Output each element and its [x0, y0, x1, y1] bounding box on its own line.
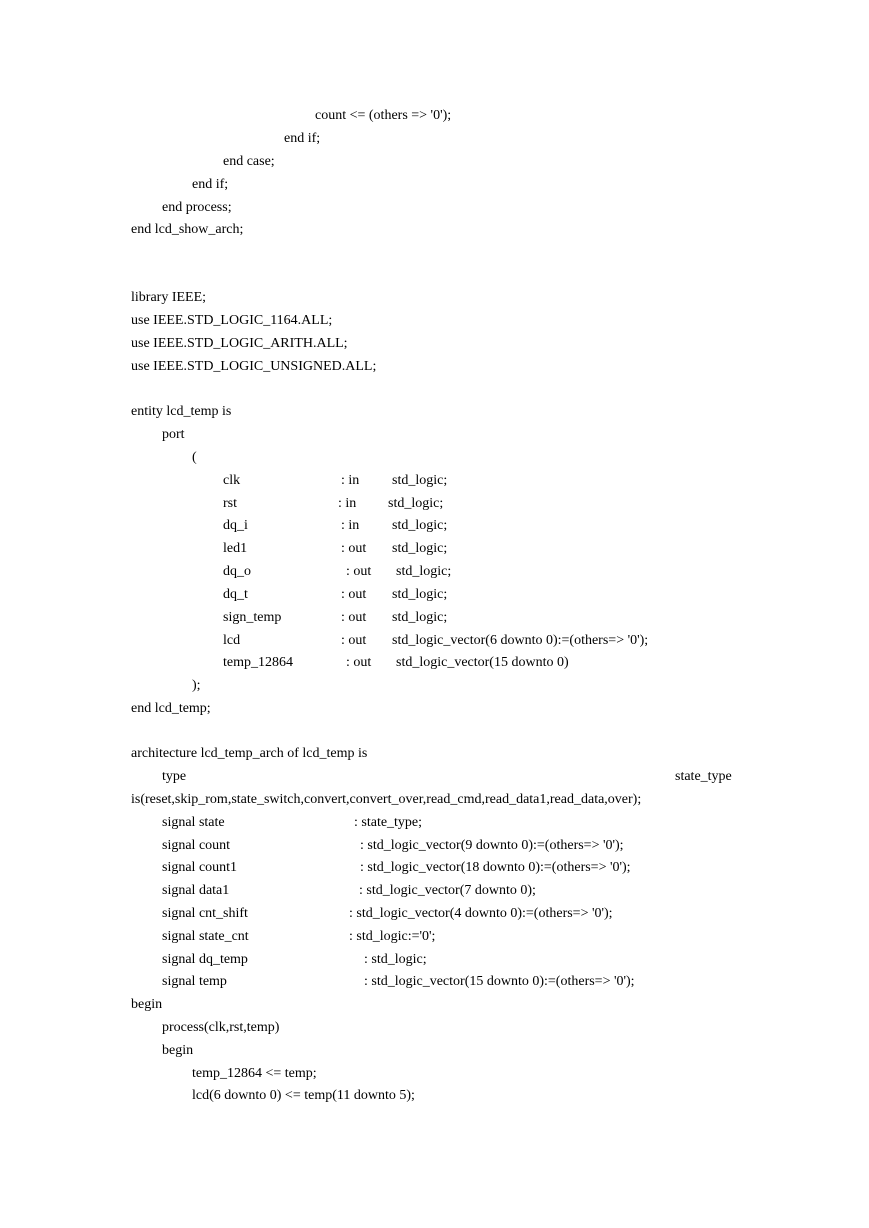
port-type: std_logic_vector(15 downto 0)	[396, 655, 569, 670]
port-type: std_logic;	[392, 473, 448, 488]
port-mode: : out	[346, 655, 372, 670]
signal-name: signal count	[162, 838, 231, 853]
signal-type: : std_logic_vector(18 downto 0):=(others=> '0');	[360, 860, 631, 875]
signal-type: : std_logic;	[364, 952, 427, 967]
port-type: std_logic;	[396, 564, 452, 579]
port-type: std_logic;	[392, 541, 448, 556]
port-name: rst	[223, 496, 237, 511]
signal-name: signal state	[162, 815, 225, 830]
signal-name: signal data1	[162, 883, 230, 898]
code-line: architecture lcd_temp_arch of lcd_temp is	[131, 746, 368, 761]
port-name: dq_t	[223, 587, 248, 602]
code-line: is(reset,skip_rom,state_switch,convert,convert_over,read_cmd,read_data1,read_data,over);	[131, 792, 642, 807]
port-type: std_logic;	[388, 496, 444, 511]
code-line: use IEEE.STD_LOGIC_UNSIGNED.ALL;	[131, 359, 377, 374]
port-mode: : out	[341, 610, 367, 625]
code-line: );	[192, 678, 201, 693]
code-line: end lcd_temp;	[131, 701, 211, 716]
port-name: lcd	[223, 633, 241, 648]
port-type: std_logic;	[392, 610, 448, 625]
port-mode: : out	[341, 541, 367, 556]
code-line: lcd(6 downto 0) <= temp(11 downto 5);	[192, 1088, 415, 1103]
code-line: process(clk,rst,temp)	[162, 1020, 280, 1035]
code-line: count <= (others => '0');	[315, 108, 452, 123]
port-type: std_logic;	[392, 587, 448, 602]
code-line: end lcd_show_arch;	[131, 222, 244, 237]
signal-name: signal cnt_shift	[162, 906, 248, 921]
port-name: dq_o	[223, 564, 251, 579]
port-mode: : out	[341, 587, 367, 602]
code-line: (	[192, 450, 197, 465]
port-mode: : out	[346, 564, 372, 579]
code-line: use IEEE.STD_LOGIC_ARITH.ALL;	[131, 336, 348, 351]
port-type: std_logic;	[392, 518, 448, 533]
port-name: clk	[223, 473, 241, 488]
port-name: temp_12864	[223, 655, 293, 670]
signal-type: : std_logic_vector(15 downto 0):=(others=> '0');	[364, 974, 635, 989]
port-type: std_logic_vector(6 downto 0):=(others=> '0');	[392, 633, 649, 648]
code-line: port	[162, 427, 185, 442]
port-mode: : out	[341, 633, 367, 648]
code-line: type	[162, 769, 187, 784]
code-line: end process;	[162, 200, 232, 215]
signal-name: signal temp	[162, 974, 227, 989]
signal-type: : state_type;	[354, 815, 423, 830]
port-mode: : in	[341, 473, 360, 488]
code-line: entity lcd_temp is	[131, 404, 232, 419]
port-name: sign_temp	[223, 610, 282, 625]
signal-type: : std_logic_vector(7 downto 0);	[359, 883, 536, 898]
code-line: end case;	[223, 154, 275, 169]
code-line: library IEEE;	[131, 290, 207, 305]
code-line: begin	[131, 997, 163, 1012]
signal-name: signal dq_temp	[162, 952, 248, 967]
port-name: dq_i	[223, 518, 248, 533]
port-mode: : in	[341, 518, 360, 533]
signal-name: signal state_cnt	[162, 929, 249, 944]
signal-type: : std_logic_vector(4 downto 0):=(others=> '0');	[349, 906, 613, 921]
code-line: end if;	[284, 131, 321, 146]
signal-name: signal count1	[162, 860, 238, 875]
code-line: temp_12864 <= temp;	[192, 1066, 317, 1081]
code-line: state_type	[675, 769, 732, 784]
code-line: use IEEE.STD_LOGIC_1164.ALL;	[131, 313, 333, 328]
code-line: end if;	[192, 177, 229, 192]
port-mode: : in	[338, 496, 357, 511]
signal-type: : std_logic_vector(9 downto 0):=(others=> '0');	[360, 838, 624, 853]
code-line: begin	[162, 1043, 194, 1058]
signal-type: : std_logic:='0';	[349, 929, 436, 944]
port-name: led1	[223, 541, 248, 556]
